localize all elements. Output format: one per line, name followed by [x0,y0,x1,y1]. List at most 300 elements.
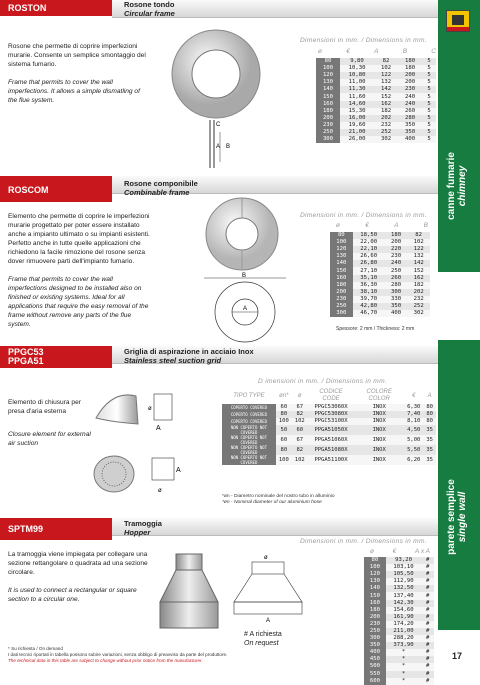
table-cell: 122 [407,246,430,253]
table-cell: 550 [364,671,386,678]
table-cell: 5 [422,72,436,79]
table-cell: 36,30 [353,282,385,289]
table-cell: 14,60 [340,101,374,108]
table-cell: 180 [398,65,422,72]
table-cell: 5 [422,101,436,108]
roston-table [316,58,436,143]
table-cell: 102 [374,65,398,72]
table-cell: 5 [422,86,436,93]
table-row [330,282,430,289]
table-cell: 38,10 [353,289,385,296]
sptm-col-heads: ø € A x A [370,548,430,555]
table-row [364,614,434,621]
table-cell: 18,50 [353,232,385,239]
svg-text:ø: ø [264,555,268,561]
table-cell: 82 [374,58,398,65]
table-cell: 26,80 [353,260,385,267]
roscom-table [330,232,430,317]
table-cell: 9,80 [340,58,374,65]
table-cell: # [421,592,434,599]
table-cell: 140 [364,585,386,592]
table-cell: # [421,600,434,607]
roscom-desc-en: Frame that permits to cover the wall imperfections designed to be installed also on finished or existing systems. Ideal for all applications that require the easy removal of the frame without remove any parts of the flue system. [8,276,149,328]
table-cell: 60 [292,425,308,435]
table-cell: PPGC53100X [308,418,355,425]
table-cell: 82 [292,445,308,455]
table-row [330,296,430,303]
table-row [222,404,436,411]
table-cell: 250 [316,129,340,136]
table-cell: 230 [330,296,353,303]
table-cell: # [421,635,434,642]
table-row [364,592,434,599]
table-cell: 5 [422,136,436,143]
table-header-cell: COLORE COLOR [366,389,392,402]
ppgc-covered-drawing [92,388,184,432]
table-cell: PPGA51060X [308,435,355,445]
table-cell: 21,00 [340,129,374,136]
table-cell: 27,10 [353,267,385,274]
footer-disclaimer-it: I dati tecnici riportati in tabella possono subire variazioni, senza obbligo di preavviso da parte del produttore. [8,652,228,657]
table-cell: 288,20 [386,635,421,642]
table-row [364,621,434,628]
roscom-code: ROSCOM [0,176,112,202]
table-row [330,303,430,310]
sptm-title-it: Tramoggia [124,519,162,528]
table-cell: 130 [316,79,340,86]
table-row [316,93,436,100]
ppgc-title-it: Griglia di aspirazione in acciaio Inox [124,347,254,356]
table-cell: INOX [354,455,404,465]
table-cell: 80 [423,404,436,411]
table-cell: 80 [276,445,292,455]
table-cell: 11,60 [340,93,374,100]
table-cell: 350 [398,122,422,129]
table-cell: 230 [398,86,422,93]
table-cell: 132 [374,79,398,86]
table-cell: 202 [374,115,398,122]
roston-desc-it: Rosone che permette di coprire imperfezioni murarie. Consente un semplice smontaggio del sistema fumario. [8,43,146,68]
table-cell: 82 [292,411,308,418]
table-cell: 300 [364,635,386,642]
side-tab-bottom-it: parete semplice [446,479,457,555]
table-cell: 373,90 [386,642,421,649]
footer-disclaimer-en: The technical data in this table are subject to change without prior notice from the manufacturer. [8,658,203,663]
table-cell: COPERTO COVERED [222,418,276,425]
table-header-cell: øn* [279,392,289,399]
table-cell: 180 [316,108,340,115]
table-cell: INOX [354,425,404,435]
table-row [364,607,434,614]
table-cell: 200 [385,239,408,246]
table-row [364,585,434,592]
table-cell: 350 [398,129,422,136]
table-cell: NON COPERTO NOT COVERED [222,455,276,465]
table-cell: 154,60 [386,607,421,614]
table-cell: 80 [330,232,353,239]
sptm-code: SPTM99 [0,518,112,540]
table-row [316,115,436,122]
table-header-cell: € [412,392,416,399]
table-cell: 80 [423,418,436,425]
table-cell: # [421,671,434,678]
table-cell: 100 [276,455,292,465]
ppgc-table [222,388,436,465]
table-cell: # [421,578,434,585]
ppgc-title-en: Stainless steel suction grid [124,355,222,365]
table-cell: 200 [398,72,422,79]
sptm-title-en: Hopper [124,527,151,537]
table-cell: 80 [276,411,292,418]
table-cell: 160 [364,600,386,607]
svg-text:B: B [226,144,231,150]
table-cell: 60 [276,404,292,411]
table-cell: 280 [385,282,408,289]
table-cell: 350 [385,303,408,310]
table-cell: 152 [407,267,430,274]
roston-ring-drawing [170,28,262,120]
roston-dim-header: Dimensioni in mm. / Dimensions in mm. [300,37,427,44]
table-cell: 137,40 [386,592,421,599]
table-cell: 202 [407,289,430,296]
table-cell: 300 [330,310,353,317]
sptm-desc-en: It is used to connect a rectangular or square section to a circular one. [8,587,137,603]
table-cell: NON COPERTO NOT COVERED [222,425,276,435]
table-row [316,122,436,129]
table-header-cell: A [427,392,432,399]
table-row [316,58,436,65]
table-cell: 100 [316,65,340,72]
table-cell: 120 [364,571,386,578]
table-row [330,246,430,253]
table-row [364,628,434,635]
table-row [330,232,430,239]
side-tab-title-en: chimney [457,165,468,207]
svg-text:A: A [243,306,248,312]
table-cell: COPERTO COVERED [222,411,276,418]
table-cell: 11,30 [340,86,374,93]
roston-section-drawing [200,118,240,170]
roscom-desc-it: Elemento che permette di coprire le imperfezioni murarie progettato per poter essere installato anche a impianto ultimato o su impianti esistenti. Perfetto anche in tutte quelle applicazioni che richiedono la facile rimozione del rosone senza dover rimuovere parti dell'impianto fumario. [8,213,150,265]
table-cell: 11,00 [340,79,374,86]
table-cell: 16,00 [340,115,374,122]
svg-text:A: A [176,467,181,474]
table-row [330,260,430,267]
table-cell: 152 [374,93,398,100]
table-row [316,72,436,79]
table-cell: 140 [330,260,353,267]
side-tab-bottom-en: single wall [457,491,468,543]
table-row [364,671,434,678]
table-cell: 180 [364,607,386,614]
table-row [316,79,436,86]
table-cell: 302 [407,310,430,317]
table-cell: 26,60 [353,253,385,260]
table-row [330,289,430,296]
table-row [316,129,436,136]
table-cell: 160 [330,275,353,282]
table-cell: 211,00 [386,628,421,635]
table-cell: 19,60 [340,122,374,129]
table-cell: 8,10 [404,418,423,425]
table-cell: # [421,571,434,578]
table-cell: 82 [407,232,430,239]
roscom-title-en: Combinable frame [124,187,190,197]
table-cell: 10,80 [340,72,374,79]
table-cell: 232 [407,296,430,303]
table-cell: INOX [354,404,404,411]
table-cell: 500 [364,663,386,670]
table-cell: 80 [423,411,436,418]
table-cell: 5 [422,93,436,100]
table-cell: COPERTO COVERED [222,404,276,411]
ppgc-codes [0,346,112,368]
table-cell: 302 [374,136,398,143]
table-cell: * [386,649,421,656]
roston-col-heads: ø € A B C [318,48,436,55]
table-cell: 280 [398,115,422,122]
table-cell: * [386,671,421,678]
table-cell: INOX [354,445,404,455]
table-cell: 35 [423,455,436,465]
table-cell: PPGC53080X [308,411,355,418]
table-cell: 150 [364,592,386,599]
table-cell: 102 [292,418,308,425]
table-cell: 400 [398,136,422,143]
table-cell: 400 [385,310,408,317]
table-cell: 46,70 [353,310,385,317]
roston-desc-en: Frame that permits to cover the wall imperfections. It allows a simple dismatling of the flue system. [8,79,140,104]
table-cell: 120 [316,72,340,79]
table-cell: 250 [330,303,353,310]
table-cell: 142 [407,260,430,267]
table-cell: 100 [330,239,353,246]
roscom-plan-drawing [200,274,290,344]
table-header-cell: CODICE CODE [319,389,343,402]
table-cell: INOX [354,411,404,418]
table-row [222,411,436,418]
table-cell: 60 [276,435,292,445]
brand-logo [446,10,470,32]
table-cell: 182 [374,108,398,115]
table-cell: 5 [422,129,436,136]
table-cell: 300 [385,289,408,296]
table-header-cell: TIPO TYPE [233,392,265,399]
table-cell: 250 [364,628,386,635]
table-cell: 100 [364,564,386,571]
table-cell: 5 [422,58,436,65]
table-row [330,253,430,260]
table-cell: * [386,663,421,670]
table-cell: 132 [407,253,430,260]
table-cell: PPGA51100X [308,455,355,465]
table-cell: 35,10 [353,275,385,282]
sptm-request-note: # A richiesta On request [244,631,282,647]
table-row [364,578,434,585]
table-cell: # [421,656,434,663]
table-row [222,435,436,445]
ppgc-code-2: PPGA51 [8,356,44,366]
table-cell: 35 [423,435,436,445]
table-row [330,239,430,246]
table-cell: 142,30 [386,600,421,607]
ppgc-desc-it: Elemento di chiusura per presa d'aria esterna [8,399,81,415]
table-cell: 42,80 [353,303,385,310]
table-cell: 5,50 [404,445,423,455]
table-cell: 10,30 [340,65,374,72]
table-row [364,678,434,685]
table-cell: 150 [330,267,353,274]
svg-text:C: C [216,122,221,128]
table-cell: 100 [276,418,292,425]
table-cell: 130 [364,578,386,585]
table-cell: 67 [292,435,308,445]
table-row [330,267,430,274]
table-cell: 180 [398,58,422,65]
table-cell: 5 [422,79,436,86]
table-cell: 161,90 [386,614,421,621]
table-cell: 39,70 [353,296,385,303]
table-cell: 102 [407,239,430,246]
table-cell: 5 [422,122,436,129]
table-cell: 180 [330,282,353,289]
table-row [364,571,434,578]
table-cell: # [421,663,434,670]
table-cell: 130 [330,253,353,260]
table-cell: # [421,614,434,621]
table-cell: 102 [292,455,308,465]
table-cell: 5 [422,115,436,122]
table-cell: INOX [354,435,404,445]
table-cell: 162 [407,275,430,282]
table-cell: 7,40 [404,411,423,418]
table-cell: 122 [374,72,398,79]
table-cell: # [421,607,434,614]
ppgc-grid-drawing [92,452,184,496]
table-cell: 200 [364,614,386,621]
table-cell: 22,10 [353,246,385,253]
table-cell: * [386,656,421,663]
table-cell: 120 [330,246,353,253]
sptm-hopper-photo [156,552,222,632]
table-cell: 4,50 [404,425,423,435]
table-cell: 200 [330,289,353,296]
side-tab-chimney [438,0,480,272]
svg-text:A: A [216,144,221,150]
table-cell: # [421,564,434,571]
table-row [222,425,436,435]
table-row [330,310,430,317]
table-header-row [222,388,436,404]
svg-text:ø: ø [148,406,152,412]
table-cell: # [421,642,434,649]
table-cell: 160 [316,101,340,108]
table-cell: 400 [364,649,386,656]
table-row [364,656,434,663]
table-cell: PPGA51080X [308,445,355,455]
table-cell: PPGC53060X [308,404,355,411]
table-cell: # [421,628,434,635]
table-row [222,418,436,425]
table-cell: 200 [398,79,422,86]
table-cell: 350 [364,642,386,649]
table-row [330,275,430,282]
footer [8,646,308,664]
table-header-cell: ø [297,392,302,399]
table-cell: 5 [422,108,436,115]
table-cell: 150 [316,93,340,100]
table-cell: 230 [385,253,408,260]
table-cell: 50 [276,425,292,435]
table-cell: NON COPERTO NOT COVERED [222,445,276,455]
table-row [364,564,434,571]
table-cell: 240 [398,93,422,100]
sptm-table [364,557,434,685]
table-cell: # [421,621,434,628]
table-row [222,455,436,465]
side-tab-title-it: canne fumarie [446,152,457,220]
table-cell: 132,50 [386,585,421,592]
table-row [316,136,436,143]
roston-title-en: Circular frame [124,8,175,18]
table-cell: 35 [423,445,436,455]
table-cell: 5 [422,65,436,72]
table-row [222,445,436,455]
roscom-col-heads: ø € A B [336,222,428,229]
table-cell: # [421,585,434,592]
ppgc-note: *øn - Diametro nominale del nostro tubo in alluminio *øn - Nominal diameter of our aluminium hose [222,494,335,505]
roscom-dim-header: Dimensioni in mm. / Dimensions in mm. [300,212,427,219]
table-cell: 5,00 [404,435,423,445]
table-cell: 35 [423,425,436,435]
roston-code: ROSTON [0,0,112,16]
svg-text:A: A [156,425,161,432]
table-row [364,635,434,642]
svg-text:A: A [266,618,271,624]
table-row [316,101,436,108]
table-cell: 260 [398,108,422,115]
table-cell: 300 [316,136,340,143]
sptm-desc-it: La tramoggia viene impiegata per collegare una sezione rettangolare o quadrata ad una sezione circolare. [8,551,148,576]
table-cell: 140 [316,86,340,93]
table-cell: 180 [385,232,408,239]
table-cell: 6,20 [404,455,423,465]
table-row [364,600,434,607]
table-cell: 260 [385,275,408,282]
table-cell: 80 [316,58,340,65]
table-cell: 26,00 [340,136,374,143]
footer-on-demand: * Su richiesta / On demand [8,646,63,651]
table-row [316,65,436,72]
table-cell: 232 [374,122,398,129]
table-cell: 112,90 [386,578,421,585]
sptm-hopper-drawing [230,552,306,624]
ppgc-desc-en: Closure element for external air suction [8,431,91,447]
table-cell: 162 [374,101,398,108]
table-cell: 67 [292,404,308,411]
table-cell: 15,30 [340,108,374,115]
table-cell: 230 [364,621,386,628]
svg-text:B: B [242,273,247,279]
table-cell: 330 [385,296,408,303]
roscom-thickness: Spessore: 2 mm / Thickness: 2 mm [336,326,415,332]
table-row [364,663,434,670]
table-row [364,649,434,656]
table-cell: 240 [385,260,408,267]
page-number: 17 [452,651,463,661]
table-row [316,86,436,93]
table-cell: 80 [364,557,386,564]
